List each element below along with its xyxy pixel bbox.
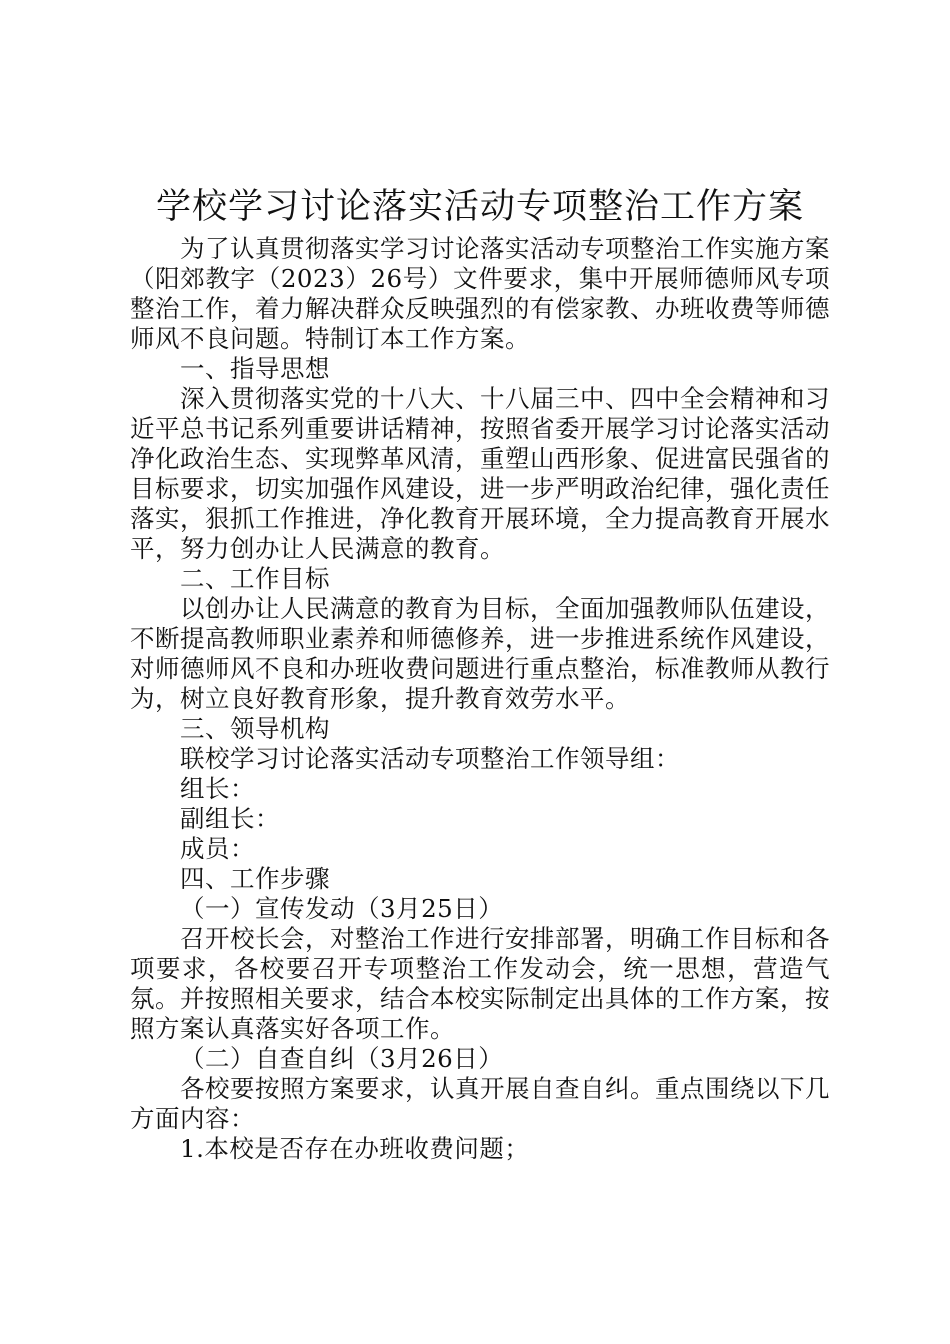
document-page (130, 180, 830, 1164)
members-line: 成员： (180, 834, 255, 863)
leadership-group-line: 联校学习讨论落实活动专项整治工作领导组： (180, 744, 680, 773)
document-title: 学校学习讨论落实活动专项整治工作方案 (155, 187, 804, 227)
leader-line: 组长： (180, 774, 255, 803)
deputy-leader-line: 副组长： (180, 804, 280, 833)
step-one-paragraph: 召开校长会，对整治工作进行安排部署，明确工作目标和各项要求，各校要召开专项整治工作发动会，统一思想，营造气氛。并按照相关要求，结合本校实际制定出具体的工作方案，按照方案认真落实好各项工作。 (130, 924, 830, 1043)
list-item: 1.本校是否存在办班收费问题； (180, 1134, 530, 1163)
work-goals-paragraph: 以创办让人民满意的教育为目标，全面加强教师队伍建设，不断提高教师职业素养和师德修养，进一步推进系统作风建设，对师德师风不良和办班收费问题进行重点整治，标准教师从教行为，树立良好教育形象，提升教育效劳水平。 (130, 594, 830, 713)
step-one-heading: （一）宣传发动（3月25日） (180, 894, 504, 923)
section-heading-work-goals: 二、工作目标 (180, 564, 330, 593)
section-heading-guiding-ideology: 一、指导思想 (180, 354, 330, 383)
section-heading-work-steps: 四、工作步骤 (180, 864, 330, 893)
step-two-paragraph: 各校要按照方案要求，认真开展自查自纠。重点围绕以下几方面内容： (130, 1074, 830, 1133)
step-two-heading: （二）自查自纠（3月26日） (180, 1044, 504, 1073)
guiding-ideology-paragraph: 深入贯彻落实党的十八大、十八届三中、四中全会精神和习近平总书记系列重要讲话精神，按照省委开展学习讨论落实活动净化政治生态、实现弊革风清，重塑山西形象、促进富民强省的目标要求，切实加强作风建设，进一步严明政治纪律，强化责任落实，狠抓工作推进，净化教育开展环境，全力提高教育开展水平，努力创办让人民满意的教育。 (130, 384, 830, 563)
section-heading-leadership: 三、领导机构 (180, 714, 330, 743)
intro-paragraph: 为了认真贯彻落实学习讨论落实活动专项整治工作实施方案（阳郊教字（2023）26号）文件要求，集中开展师德师风专项整治工作，着力解决群众反映强烈的有偿家教、办班收费等师德师风不良问题。特制订本工作方案。 (130, 234, 830, 353)
